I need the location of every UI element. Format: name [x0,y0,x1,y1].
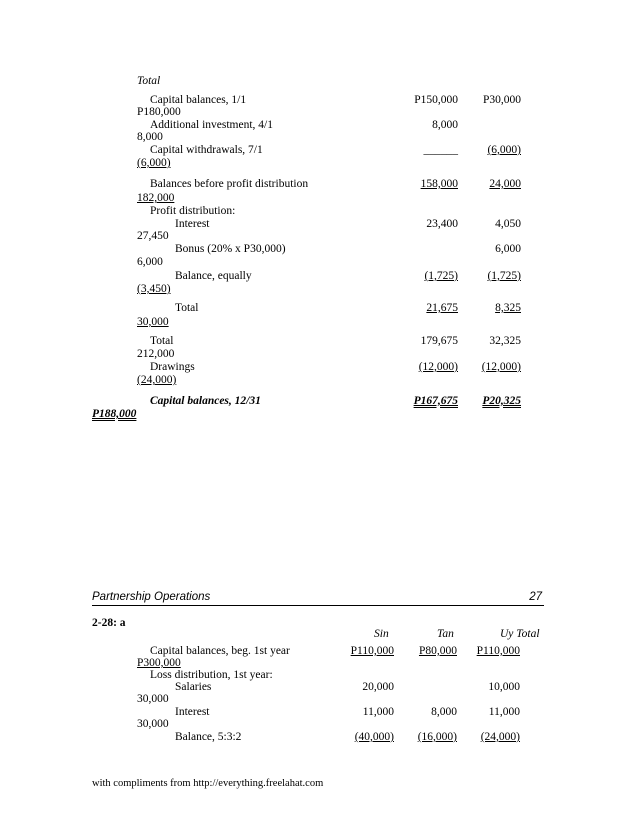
total-value: (6,000) [137,157,171,169]
col-header-tan: Tan [437,628,454,640]
total-value: 30,000 [137,718,169,730]
row-label: Capital withdrawals, 7/1 [150,144,263,156]
total-value: P188,000 [92,408,137,420]
sin-value: 20,000 [362,681,394,693]
partner-b-value: (12,000) [481,361,521,373]
row-label: Bonus (20% x P30,000) [175,243,286,255]
partner-b-value: P20,325 [482,395,521,407]
problem-number: 2-28: a [92,617,126,629]
partner-b-value: 6,000 [495,243,521,255]
row-label: Total [175,302,199,314]
total-value: (24,000) [137,374,177,386]
total-value: 30,000 [137,693,169,705]
row-label: Capital balances, beg. 1st year [150,645,290,657]
col-header-sin: Sin [374,628,389,640]
total-value: P180,000 [137,106,181,118]
total-value: 182,000 [137,192,175,204]
row-label: Additional investment, 4/1 [150,119,273,131]
tan-value: 8,000 [431,706,457,718]
row-label: Capital balances, 12/31 [150,395,261,407]
partner-b-value: (6,000) [487,144,521,156]
row-label: Loss distribution, 1st year: [150,669,273,681]
partner-b-value: 8,325 [495,302,521,314]
partner-a-value: 23,400 [426,218,458,230]
row-label: Total [150,335,174,347]
col-header-uy-total: Uy Total [500,628,540,640]
total-value: 30,000 [137,316,169,328]
uy-value: P110,000 [476,645,520,657]
partner-a-value: 179,675 [420,335,458,347]
uy-value: 11,000 [488,706,520,718]
uy-value: 10,000 [488,681,520,693]
partner-a-value: (1,725) [424,270,458,282]
row-label: Interest [175,218,210,230]
partner-a-value: 21,675 [426,302,458,314]
partner-b-value: 32,325 [489,335,521,347]
uy-value: (24,000) [480,731,520,743]
partner-b-value: P30,000 [482,94,521,106]
sin-value: (40,000) [354,731,394,743]
partner-a-blank: ______ [423,144,458,156]
partner-b-value: (1,725) [487,270,521,282]
row-label: Balances before profit distribution [150,178,309,190]
row-label: Profit distribution: [150,205,236,217]
total-value: 27,450 [137,230,169,242]
row-label: Capital balances, 1/1 [150,94,247,106]
total-column-heading: Total [137,75,161,87]
partner-b-value: 4,050 [495,218,521,230]
total-value: 8,000 [137,131,163,143]
sin-value: P110,000 [350,645,394,657]
row-label: Salaries [175,681,212,693]
total-value: 212,000 [137,348,175,360]
tan-value: (16,000) [417,731,457,743]
page-header [92,591,544,606]
row-label: Interest [175,706,210,718]
chapter-title: Partnership Operations [92,591,211,603]
total-value: (3,450) [137,283,171,295]
total-value: 6,000 [137,256,163,268]
row-label: Drawings [150,361,195,373]
partner-a-value: 158,000 [420,178,458,190]
partner-a-value: P150,000 [414,94,458,106]
row-label: Balance, equally [175,270,252,282]
total-value: P300,000 [137,657,181,669]
footer-credit: with compliments from http://everything.freelahat.com [92,778,324,789]
page-number: 27 [529,591,542,603]
row-label: Balance, 5:3:2 [175,731,242,743]
tan-value: P80,000 [418,645,457,657]
partner-a-value: 8,000 [432,119,458,131]
partner-b-value: 24,000 [489,178,521,190]
partner-a-value: (12,000) [418,361,458,373]
partner-a-value: P167,675 [413,395,458,407]
sin-value: 11,000 [362,706,394,718]
